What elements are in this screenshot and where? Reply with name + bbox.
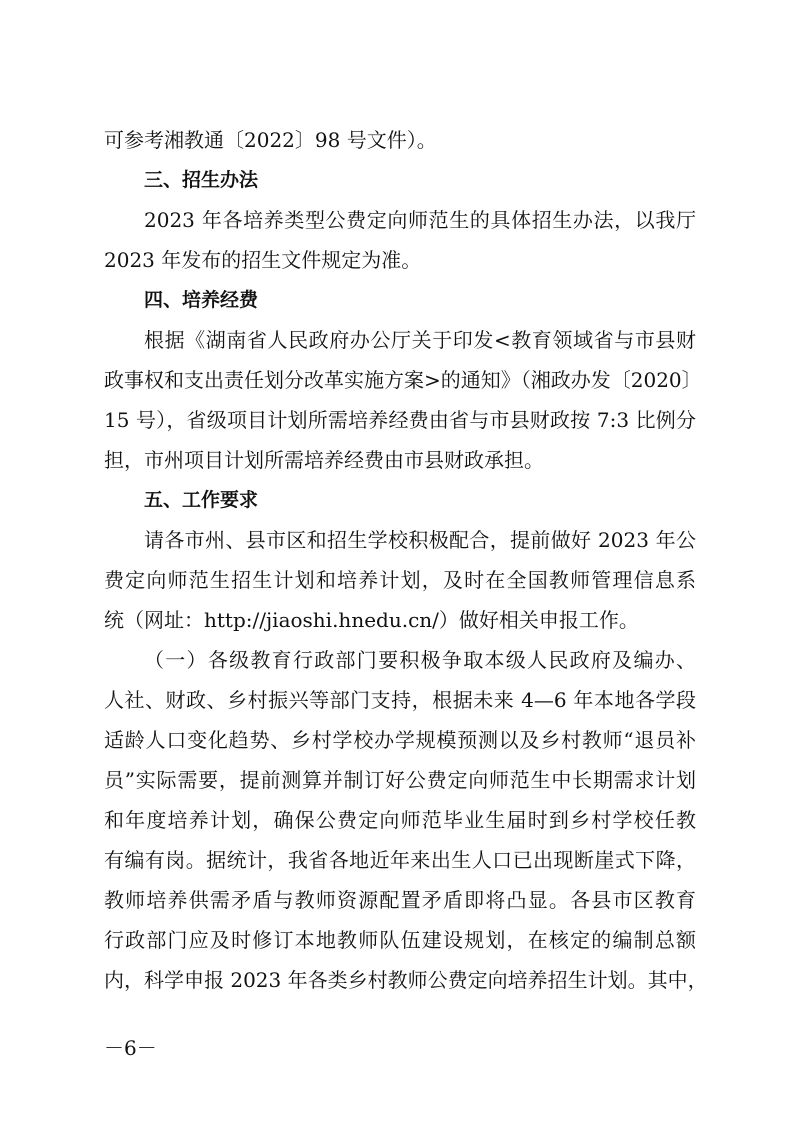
text-line: 教师培养供需矛盾与教师资源配置矛盾即将凸显。各县市区教育 [104,888,696,912]
text-line: 政事权和支出责任划分改革实施方案>的通知》（湘政办发〔2020〕 [104,368,702,392]
text-line: 和年度培养计划，确保公费定向师范毕业生届时到乡村学校任教 [104,808,696,832]
text-line: 适龄人口变化趋势、乡村学校办学规模预测以及乡村教师“退员补 [104,728,696,752]
section-heading-4: 四、培养经费 [144,289,259,311]
text-line: 费定向师范生招生计划和培养计划，及时在全国教师管理信息系 [104,568,696,592]
text-line: 15 号），省级项目计划所需培养经费由省与市县财政按 7:3 比例分 [104,408,696,432]
section-heading-5: 五、工作要求 [144,489,259,511]
section-heading-3: 三、招生办法 [144,169,259,191]
text-line: 请各市州、县市区和招生学校积极配合，提前做好 2023 年公 [144,528,696,552]
text-line: 内，科学申报 2023 年各类乡村教师公费定向培养招生计划。其中， [104,968,708,992]
text-line: 统（网址：http://jiaoshi.hnedu.cn/）做好相关申报工作。 [104,608,639,632]
text-line: （一）各级教育行政部门要积极争取本级人民政府及编办、 [144,648,696,672]
text-line: 行政部门应及时修订本地教师队伍建设规划，在核定的编制总额 [104,928,696,952]
page-number: －6－ [104,1036,157,1060]
text-line: 担，市州项目计划所需培养经费由市县财政承担。 [104,448,544,472]
text-line: 可参考湘教通〔2022〕98 号文件）。 [104,128,437,152]
text-line: 根据《湖南省人民政府办公厅关于印发<教育领域省与市县财 [144,328,696,352]
text-line: 有编有岗。据统计，我省各地近年来出生人口已出现断崖式下降， [104,848,696,872]
text-line: 人社、财政、乡村振兴等部门支持，根据未来 4—6 年本地各学段 [104,688,696,712]
text-line: 2023 年各培养类型公费定向师范生的具体招生办法，以我厅 [144,208,696,232]
text-line: 员”实际需要，提前测算并制订好公费定向师范生中长期需求计划 [104,768,696,792]
text-line: 2023 年发布的招生文件规定为准。 [104,248,422,272]
